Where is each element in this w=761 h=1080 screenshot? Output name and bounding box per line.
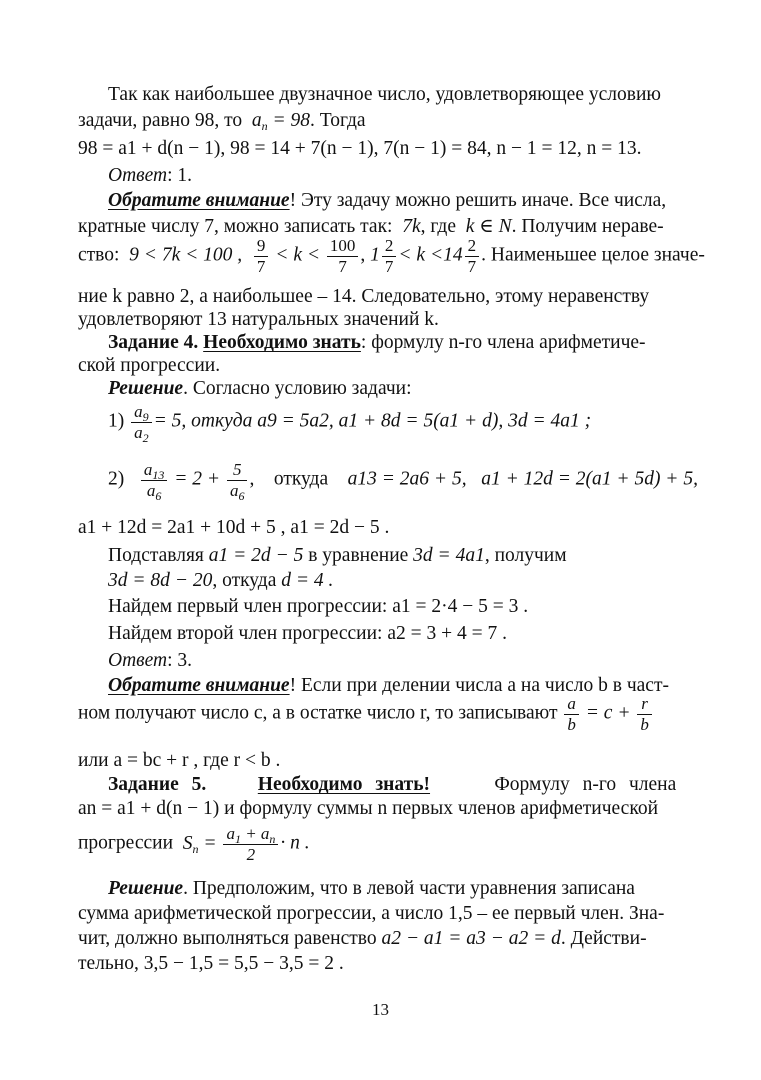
- note-line: Обратите внимание! Если при делении числа a на число b в част-: [108, 675, 669, 696]
- note-line: Обратите внимание! Эту задачу можно решить иначе. Все числа,: [108, 190, 667, 211]
- step-2: 2) $\frac{a_{13}}{a_6}$ = 2 + $\frac{5}{a_6}$ , откуда a13 = 2a6 + 5, a1 + 12d = 2(a1 + 5d) + 5,: [108, 460, 698, 503]
- task-heading: ской прогрессии.: [78, 355, 221, 376]
- solution-line: Решение. Предположим, что в левой части уравнения записана: [108, 878, 635, 899]
- note-line: ном получают число c, а в остатке число r, то записывают $\frac{a}{b}$ = c + $\frac{r}{b}$: [78, 694, 688, 744]
- note-line: кратные числу 7, можно записать так: 7k, где k ∈ N. Получим нераве-: [78, 216, 664, 237]
- page-number: 13: [372, 1000, 389, 1019]
- fraction: $\frac{r}{b}$: [637, 694, 652, 734]
- fraction: $\frac{100}{7}$: [327, 236, 359, 276]
- solution-line: чит, должно выполняться равенство a2 − a1 = a3 − a2 = d. Действи-: [78, 928, 647, 949]
- formula: $a_n = 98$: [246, 110, 311, 133]
- paragraph-line: Так как наибольшее двузначное число, удовлетворяющее условию: [108, 84, 661, 105]
- solution-line: тельно, 3,5 − 1,5 = 5,5 − 3,5 = 2 .: [78, 953, 344, 974]
- task-text: прогрессии $S_n$ = $\frac{a_1 + a_n}{2}$ · n .: [78, 824, 310, 864]
- task-heading: Задание 5. Необходимо знать! Формулу n-го члена: [108, 774, 677, 795]
- paragraph-line: задачи, равно 98, то $a_n = 98$. Тогда: [78, 110, 366, 133]
- solution-line: Найдем второй член прогрессии: a2 = 3 + 4 = 7 .: [108, 623, 507, 644]
- fraction: $\frac{2}{7}$: [382, 236, 397, 276]
- note-line: ние k равно 2, а наибольшее – 14. Следовательно, этому неравенству: [78, 286, 650, 307]
- answer-line: Ответ: 1.: [108, 165, 193, 186]
- solution-line: Решение. Согласно условию задачи:: [108, 378, 412, 399]
- step-1: 1) $\frac{a_9}{a_2}$ = 5, откуда a9 = 5a2, a1 + 8d = 5(a1 + d), 3d = 4a1 ;: [108, 402, 592, 445]
- fraction: $\frac{a_9}{a_2}$: [131, 402, 152, 442]
- fraction: $\frac{9}{7}$: [254, 236, 269, 276]
- fraction: $\frac{a_1 + a_n}{2}$: [223, 824, 278, 864]
- solution-line: Подставляя a1 = 2d − 5 в уравнение 3d = 4a1, получим: [108, 545, 567, 566]
- answer-line: Ответ: 3.: [108, 650, 193, 671]
- fraction: $\frac{a_{13}}{a_6}$: [141, 460, 168, 500]
- inequality-line: ство: 9 < 7k < 100 , $\frac{9}{7}$ < k < $\frac{100}{7}$ , 1 $\frac{2}{7}$ < k <14 $\frac{2}{7}$ . Наименьшее целое значе-: [78, 236, 705, 276]
- fraction: $\frac{5}{a_6}$: [227, 460, 248, 500]
- task-text: an = a1 + d(n − 1) и формулу суммы n первых членов арифметической: [78, 798, 659, 819]
- solution-line: сумма арифметической прогрессии, а число 1,5 – ее первый член. Зна-: [78, 903, 665, 924]
- task-heading: Задание 4. Необходимо знать: формулу n-го члена арифметиче-: [108, 332, 646, 353]
- note-line: или a = bc + r , где r < b .: [78, 750, 281, 771]
- solution-line: Найдем первый член прогрессии: a1 = 2·4 − 5 = 3 .: [108, 596, 529, 617]
- note-line: удовлетворяют 13 натуральных значений k.: [78, 309, 439, 330]
- solution-line: 3d = 8d − 20, откуда d = 4 .: [108, 570, 334, 591]
- fraction: $\frac{a}{b}$: [564, 694, 579, 734]
- formula-line: 98 = a1 + d(n − 1), 98 = 14 + 7(n − 1), 7(n − 1) = 84, n − 1 = 12, n = 13.: [78, 138, 642, 159]
- fraction: $\frac{2}{7}$: [465, 236, 480, 276]
- formula-line: a1 + 12d = 2a1 + 10d + 5 , a1 = 2d − 5 .: [78, 517, 390, 538]
